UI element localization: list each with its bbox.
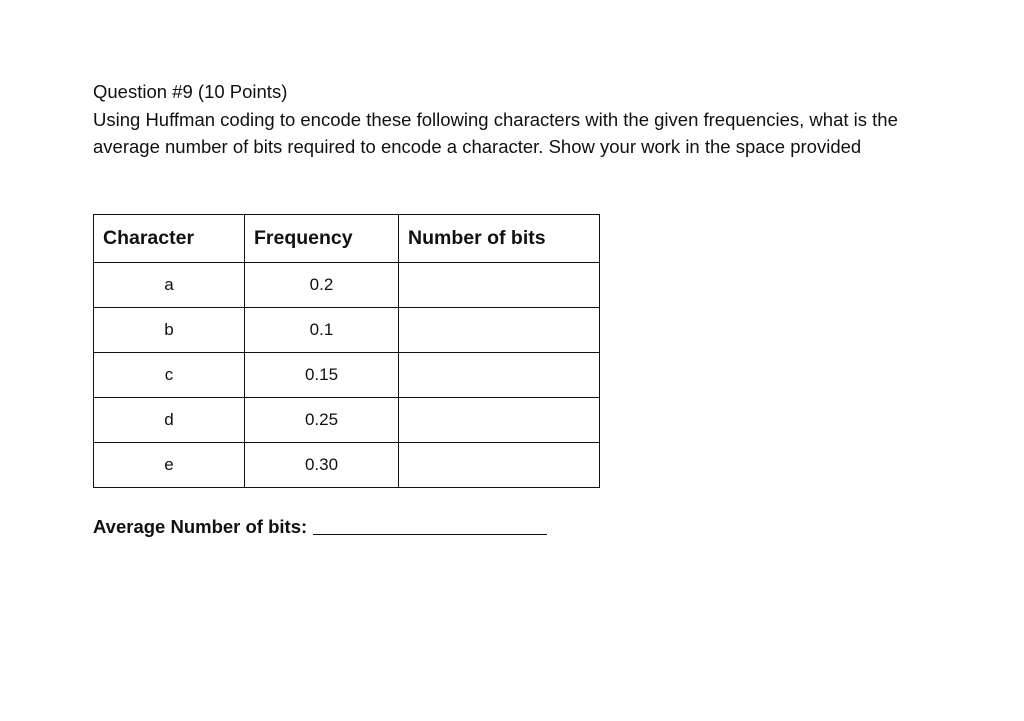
cell-frequency: 0.30: [245, 443, 399, 488]
table-row: [94, 353, 600, 398]
question-heading: Question #9 (10 Points): [93, 81, 288, 102]
cell-bits-answer[interactable]: [399, 263, 600, 308]
cell-frequency: 0.15: [245, 353, 399, 398]
cell-frequency: 0.1: [245, 308, 399, 353]
header-frequency: Frequency: [245, 215, 399, 263]
table-header-row: [94, 215, 600, 263]
cell-bits-answer[interactable]: [399, 308, 600, 353]
cell-bits-answer[interactable]: [399, 353, 600, 398]
average-bits-answer-line[interactable]: [313, 534, 547, 535]
cell-character: c: [94, 353, 245, 398]
header-number-of-bits: Number of bits: [399, 215, 600, 263]
cell-frequency: 0.2: [245, 263, 399, 308]
header-character: Character: [94, 215, 245, 263]
cell-character: a: [94, 263, 245, 308]
question-block: [93, 78, 953, 161]
table-row: [94, 308, 600, 353]
cell-character: e: [94, 443, 245, 488]
average-bits-label: Average Number of bits:: [93, 516, 308, 537]
cell-bits-answer[interactable]: [399, 443, 600, 488]
cell-character: d: [94, 398, 245, 443]
frequency-table: [93, 214, 600, 488]
cell-bits-answer[interactable]: [399, 398, 600, 443]
cell-character: b: [94, 308, 245, 353]
average-bits-row: [93, 516, 547, 538]
table-row: [94, 443, 600, 488]
table-row: [94, 398, 600, 443]
table-row: [94, 263, 600, 308]
cell-frequency: 0.25: [245, 398, 399, 443]
question-body: Using Huffman coding to encode these following characters with the given frequencies, what is the average number of bits required to encode a character. Show your work in the space provided: [93, 108, 898, 157]
